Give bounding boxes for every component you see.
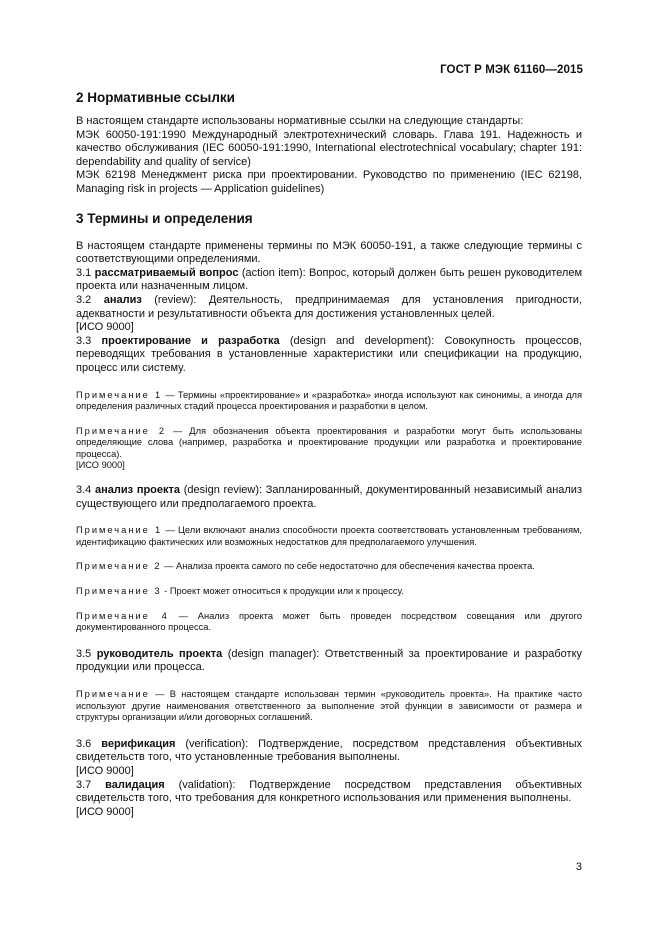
term-3-6 (76, 738, 582, 765)
term-name: верификация (101, 737, 176, 750)
term-name: рассматриваемый вопрос (94, 266, 239, 279)
term-3-5 (76, 648, 582, 675)
term-definition: (action item): Вопрос, который должен быть решен руководителем проекта или назначенным лицом. (76, 266, 583, 293)
section-2-ref-iec62198: МЭК 62198 Менеджмент риска при проектировании. Руководство по применению (IEC 62198, Managing risk in projects — Application guidelines) (76, 169, 582, 195)
note-3-4-2 (76, 561, 582, 573)
term-definition: (verification): Подтверждение, посредством представления объективных свидетельств того, что установленные требования выполнены. (76, 737, 583, 764)
note-3-3-2-source: [ИСО 9000] (76, 460, 125, 471)
note-3-3-2 (76, 426, 582, 461)
note-label: Примечание 4 (76, 610, 169, 621)
section-2-intro (76, 115, 582, 129)
note-label: Примечание 3 (76, 586, 162, 597)
document-code-header: ГОСТ Р МЭК 61160—2015 (440, 64, 583, 76)
note-text: — Для обозначения объекта проектирования и разработки могут быть использованы определяющие слова (например, разработка и проектирование продукции или разработка и проектирование процесса). (76, 425, 582, 459)
note-3-5 (76, 689, 582, 724)
term-number: 3.1 (76, 266, 92, 279)
term-number: 3.7 (76, 778, 92, 791)
note-label: Примечание 2 (76, 561, 162, 572)
term-number: 3.6 (76, 737, 92, 750)
term-definition: (review): Деятельность, предпринимаемая для установления пригодности, адекватности и результативности объекта для достижения установленных целей. (76, 293, 582, 320)
note-3-3-1 (76, 390, 582, 413)
note-text: — Анализа проекта самого по себе недостаточно для обеспечения качества проекта. (161, 561, 535, 572)
term-3-4 (76, 484, 582, 511)
section-2-ref-iec60050: МЭК 60050-191:1990 Международный электротехнический словарь. Глава 191. Надежность и качество обслуживания (IEC 60050-191:1990, International electrotechnical vocabulary; chapter 191: dependability and quality of service) (76, 128, 582, 168)
note-text: - Проект может относиться к продукции или к процессу. (161, 586, 404, 597)
note-3-4-4 (76, 611, 582, 634)
note-label: Примечание (76, 689, 150, 699)
term-3-3 (76, 335, 582, 376)
note-3-4-3 (76, 586, 582, 598)
term-number: 3.3 (76, 334, 92, 347)
term-name: анализ (103, 293, 142, 306)
note-label: Примечание 2 (76, 425, 166, 436)
term-number: 3.4 (76, 484, 92, 497)
term-definition: (design and development): Совокупность процессов, переводящих требования в установленные характеристики или спецификации на продукцию, процесс или систему. (76, 334, 582, 374)
term-number: 3.5 (76, 647, 92, 660)
term-3-2-source: [ИСО 9000] (76, 321, 134, 334)
note-text: — В настоящем стандарте использован термин «руководитель проекта». На практике часто используют другие наименования ответственного за выполнение этой функции в зависимости от размера и структуры организации и/или договорных соглашений. (76, 689, 582, 723)
note-3-4-1 (76, 525, 582, 548)
term-name: руководитель проекта (96, 647, 223, 660)
section-3-title: 3 Термины и определения (76, 210, 253, 226)
note-label: Примечание 1 (76, 525, 163, 536)
note-text: — Термины «проектирование» и «разработка» иногда используют как синонимы, а иногда для определения различных стадий процесса проектирования и разработки в целом. (76, 389, 582, 412)
term-number: 3.2 (76, 293, 92, 306)
section-2-title: 2 Нормативные ссылки (76, 90, 235, 105)
term-definition: (design manager): Ответственный за проектирование и разработку продукции или процесса. (76, 647, 583, 674)
term-definition: (design review): Запланированный, документированный независимый анализ существующего или предполагаемого проекта. (76, 484, 582, 510)
term-3-1 (76, 267, 582, 294)
section-3-intro: В настоящем стандарте применены термины по МЭК 60050-191, а также следующие термины с соответствующими определениями. (76, 239, 582, 266)
term-3-7-source: [ИСО 9000] (76, 805, 134, 818)
term-3-7 (76, 779, 582, 806)
term-name: проектирование и разработка (101, 334, 280, 347)
page-content (76, 90, 582, 819)
term-definition: (validation): Подтверждение посредством представления объективных свидетельств того, что требования для конкретного использования или применения выполнены. (76, 778, 582, 805)
page-number: 3 (575, 861, 582, 873)
term-name: валидация (105, 778, 165, 791)
term-name: анализ проекта (95, 484, 181, 497)
term-3-2 (76, 294, 582, 321)
note-label: Примечание 1 (76, 389, 163, 400)
note-text: — Анализ проекта может быть проведен посредством совещания или другого документированного процесса. (76, 610, 582, 633)
note-text: — Цели включают анализ способности проекта соответствовать установленным требованиям, идентификацию фактических или возможных недостатков для предполагаемого улучшения. (76, 525, 582, 547)
term-3-6-source: [ИСО 9000] (76, 764, 134, 777)
section-2-para-1: В настоящем стандарте использованы нормативные ссылки на следующие стандарты: (76, 115, 524, 127)
